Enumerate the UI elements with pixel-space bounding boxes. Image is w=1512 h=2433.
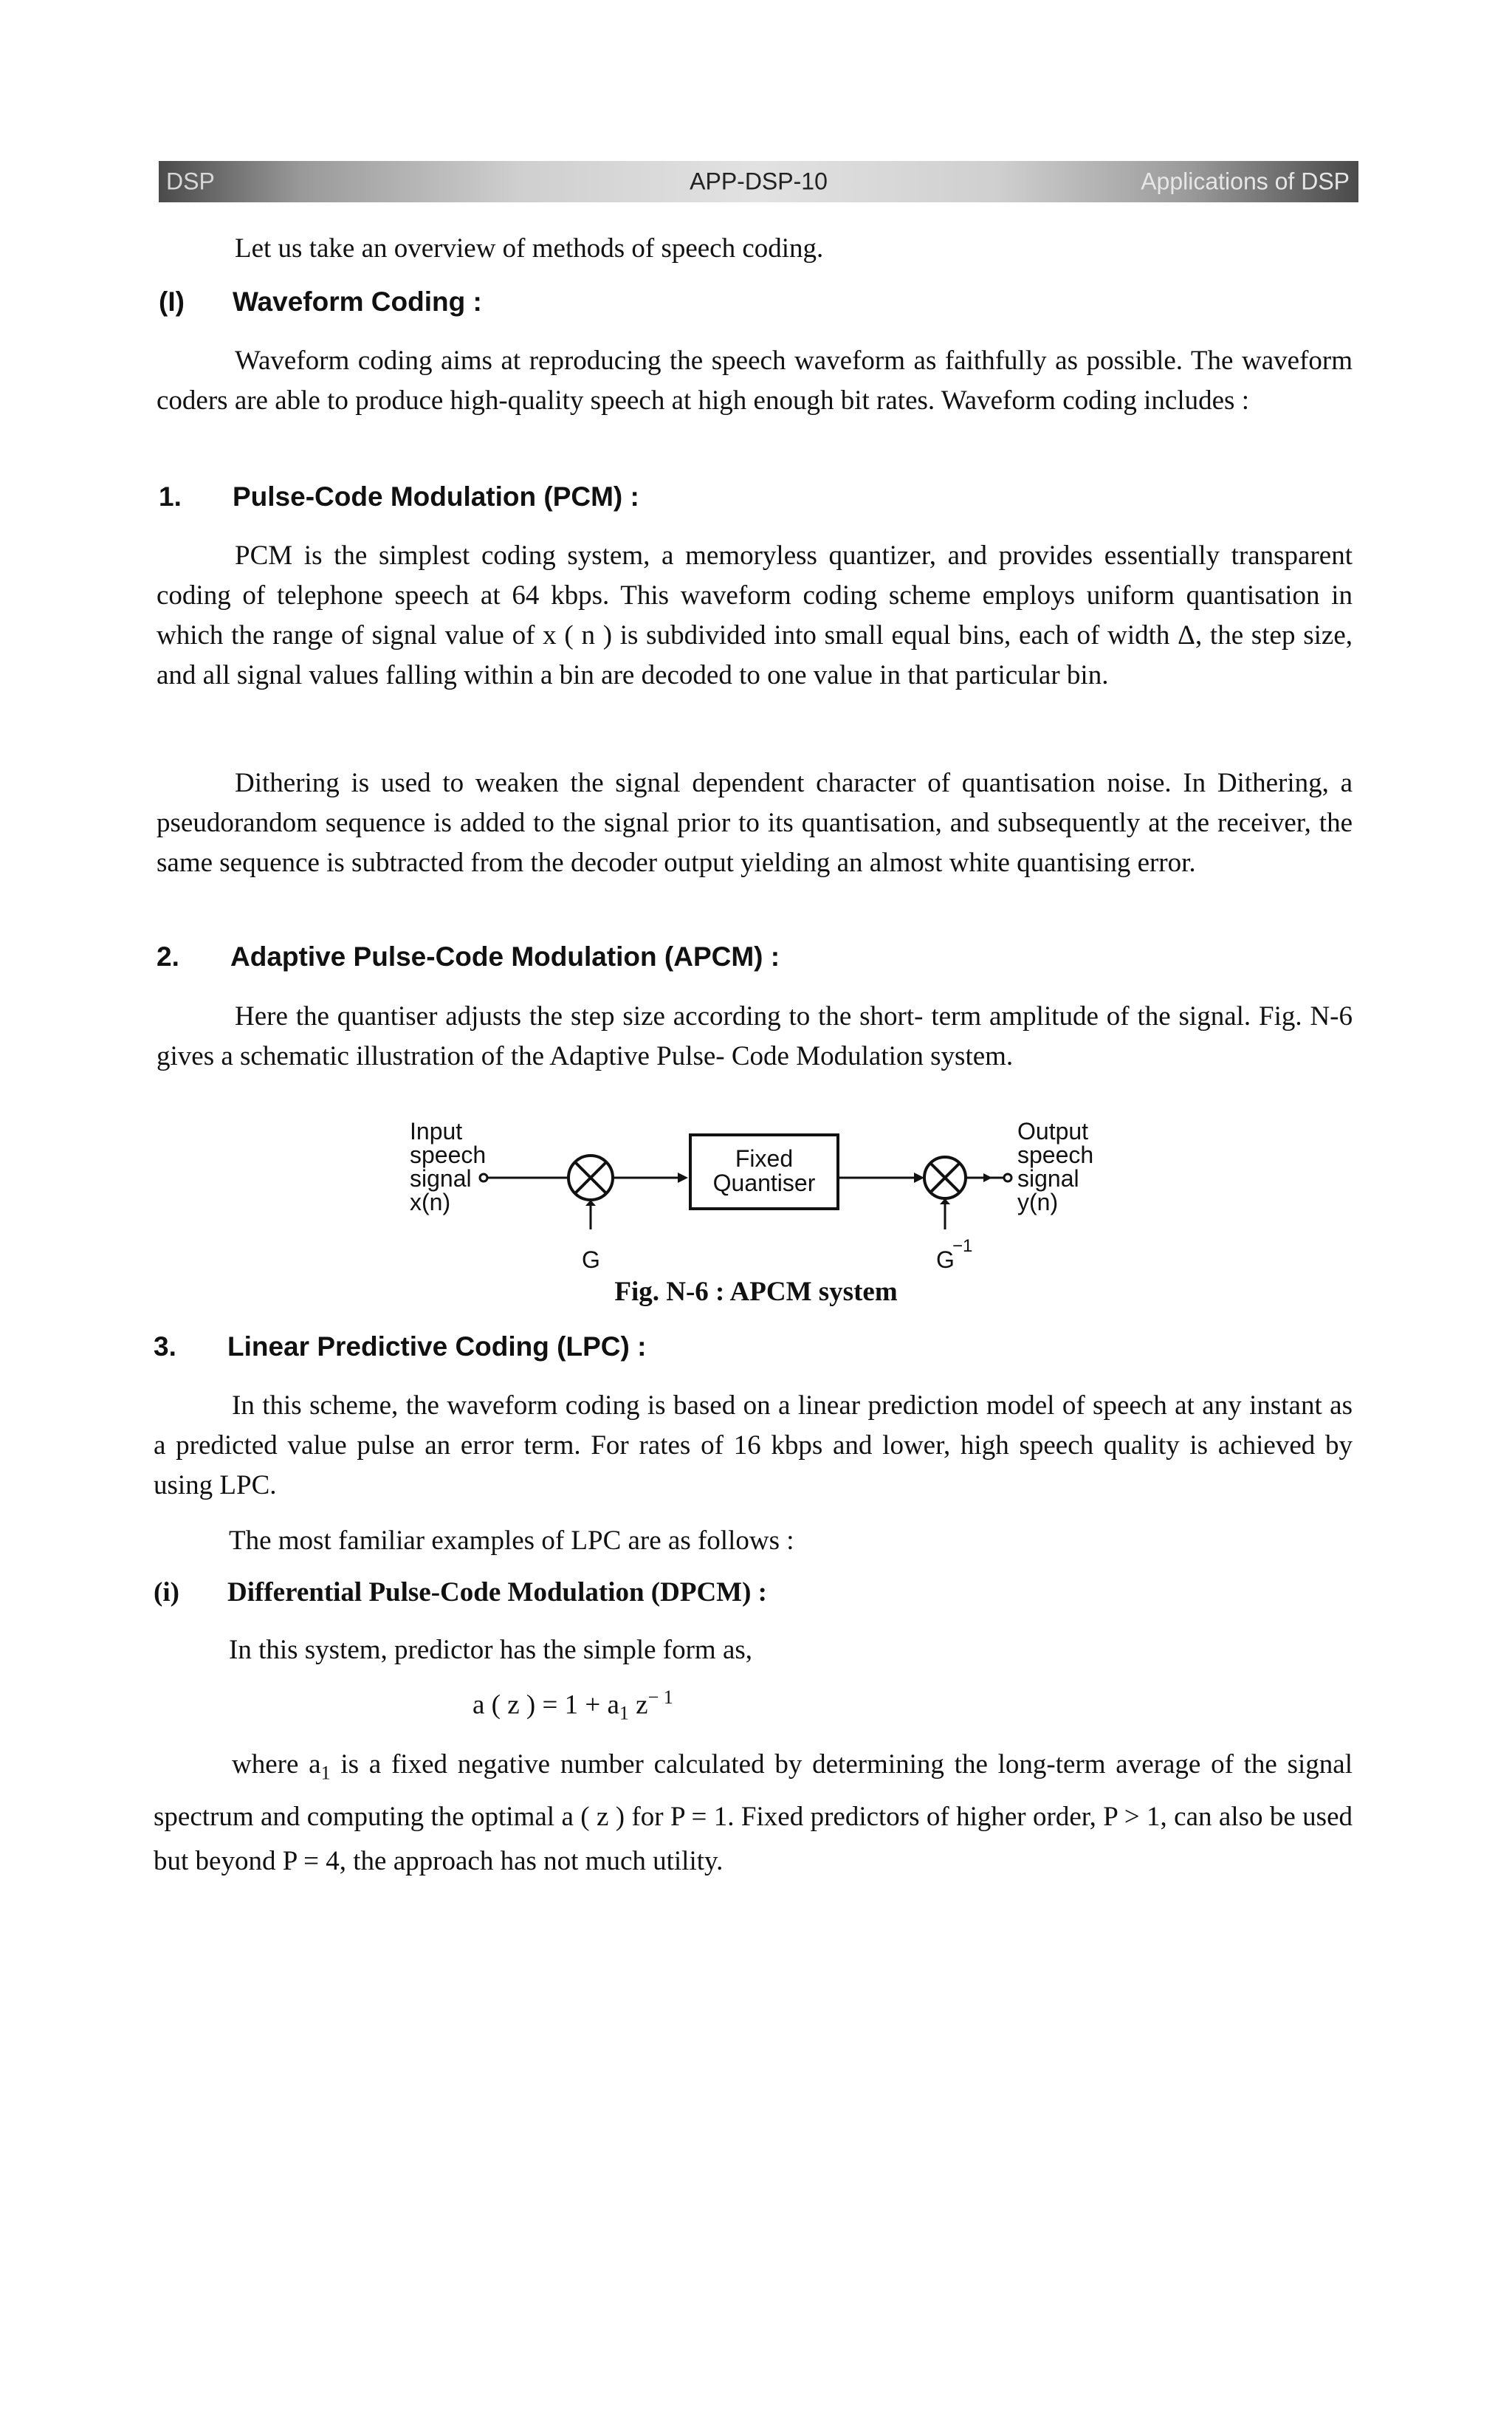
- item-number: 1.: [159, 481, 182, 512]
- item-number: 3.: [154, 1331, 176, 1362]
- predictor-equation: [472, 1686, 673, 1725]
- header-right-label: Applications of DSP: [1141, 168, 1350, 195]
- apcm-paragraph: Here the quantiser adjusts the step size according to the short- term amplitude of the signal. Fig. N-6 gives a schematic illustration of the Adaptive Pulse- Code Modulation system.: [157, 1001, 1353, 1071]
- input-label-line: Input: [410, 1118, 463, 1145]
- input-terminal: [480, 1174, 487, 1181]
- input-label-line: x(n): [410, 1189, 451, 1215]
- multiplier-right-icon: [924, 1157, 966, 1198]
- gain-right-exponent: −1: [952, 1236, 973, 1256]
- section-number: (I): [159, 286, 185, 317]
- where-subscript: 1: [320, 1762, 331, 1784]
- arrow-head-icon: [983, 1173, 992, 1182]
- equation-lhs: a ( z ) = 1 + a: [472, 1689, 619, 1720]
- output-label-line: y(n): [1017, 1189, 1059, 1215]
- lpc-paragraph: In this scheme, the waveform coding is based on a linear prediction model of speech at any instant as a predicted value pulse an error term. For rates of 16 kbps and lower, high speech quality is achieved by using LPC.: [154, 1390, 1353, 1500]
- equation-subscript: 1: [619, 1702, 629, 1724]
- header-left-label: DSP: [166, 168, 215, 195]
- block-label-line: Quantiser: [712, 1170, 816, 1196]
- figure-caption: Fig. N-6 : APCM system: [614, 1277, 898, 1307]
- heading-apcm: [157, 941, 780, 972]
- header-page-id: APP-DSP-10: [690, 168, 828, 195]
- gain-left-label: G: [582, 1246, 600, 1273]
- item-title: Pulse-Code Modulation (PCM) :: [233, 481, 639, 512]
- equation-exponent: − 1: [647, 1686, 673, 1708]
- heading-pcm: [159, 481, 639, 512]
- where-paragraph: [154, 1743, 1353, 1884]
- arrow-head-icon: [914, 1173, 924, 1183]
- heading-lpc: [154, 1331, 646, 1362]
- block-label-line: Fixed: [735, 1145, 794, 1172]
- output-label-line: signal: [1017, 1165, 1079, 1192]
- output-terminal: [1004, 1174, 1011, 1181]
- section-heading-waveform: [159, 286, 482, 318]
- sub-item-number: (i): [154, 1577, 179, 1607]
- intro-text: Let us take an overview of methods of speech coding.: [235, 233, 824, 264]
- item-title: Adaptive Pulse-Code Modulation (APCM) :: [230, 941, 780, 972]
- item-title: Linear Predictive Coding (LPC) :: [227, 1331, 647, 1362]
- where-rest: is a fixed negative number calculated by determining the long-term average of the signal spectrum and computing the optimal a ( z ) for P = 1. Fixed predictors of higher order, P > 1, can also be used but beyond P = 4, the approach has not much utility.: [154, 1749, 1353, 1877]
- apcm-block-diagram: [384, 1111, 1122, 1277]
- heading-dpcm: [154, 1576, 767, 1608]
- arrow-head-icon: [678, 1173, 688, 1183]
- multiplier-left-icon: [568, 1156, 613, 1200]
- dithering-paragraph: Dithering is used to weaken the signal dependent character of quantisation noise. In Dithering, a pseudorandom sequence is added to the signal prior to its quantisation, and subsequently at the receiver, the same sequence is subtracted from the decoder output yielding an almost white quantising error.: [157, 768, 1353, 878]
- gain-right-label: G: [936, 1246, 955, 1273]
- pcm-paragraph: PCM is the simplest coding system, a memoryless quantizer, and provides essentially transparent coding of telephone speech at 64 kbps. This waveform coding scheme employs uniform quantisation in which the range of signal value of x ( n ) is subdivided into small equal bins, each of width Δ, the step size, and all signal values falling within a bin are decoded to one value in that particular bin.: [157, 541, 1353, 690]
- waveform-paragraph: Waveform coding aims at reproducing the speech waveform as faithfully as possible. The waveform coders are able to produce high-quality speech at high enough bit rates. Waveform coding includes :: [157, 346, 1353, 416]
- input-label-line: signal: [410, 1165, 472, 1192]
- dpcm-paragraph: In this system, predictor has the simple form as,: [229, 1635, 753, 1665]
- lpc-examples-intro: The most familiar examples of LPC are as follows :: [229, 1526, 794, 1556]
- input-label-line: speech: [410, 1142, 487, 1168]
- equation-z: z: [628, 1689, 648, 1720]
- output-label-line: Output: [1017, 1118, 1089, 1145]
- output-label-line: speech: [1017, 1142, 1094, 1168]
- sub-item-title: Differential Pulse-Code Modulation (DPCM) :: [227, 1577, 767, 1607]
- item-number: 2.: [157, 941, 179, 972]
- where-prefix: where a: [232, 1749, 321, 1780]
- section-title: Waveform Coding :: [233, 286, 482, 317]
- running-header: [159, 161, 1358, 202]
